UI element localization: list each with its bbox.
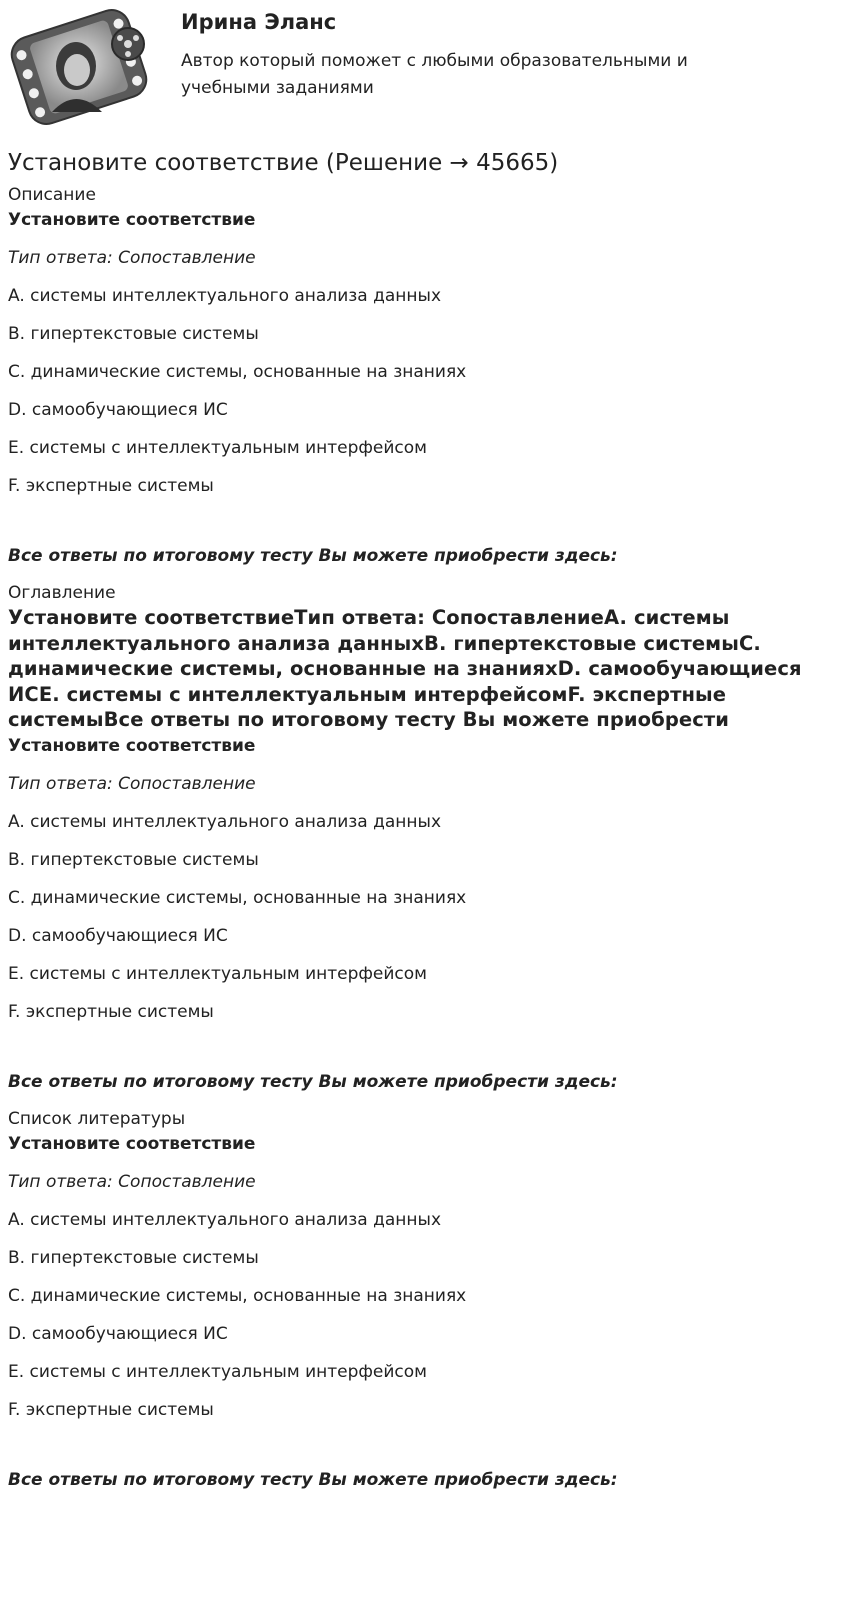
option-e: E. системы с интеллектуальным интерфейсом <box>8 963 427 984</box>
option-b: B. гипертекстовые системы <box>8 849 259 870</box>
literature-section <box>8 1108 838 1492</box>
option-e: E. системы с интеллектуальным интерфейсом <box>8 438 427 458</box>
option-d: D. самообучающиеся ИС <box>8 925 228 946</box>
author-avatar[interactable] <box>8 8 150 126</box>
option-e: E. системы с интеллектуальным интерфейсом <box>8 1361 427 1382</box>
author-card <box>8 8 839 128</box>
option-c: C. динамические системы, основанные на знаниях <box>8 362 467 382</box>
option-b: B. гипертекстовые системы <box>8 1247 259 1268</box>
toc-label: Оглавление <box>8 583 116 603</box>
option-a: A. системы интеллектуального анализа данных <box>8 811 442 832</box>
option-a: A. системы интеллектуального анализа данных <box>8 1209 442 1230</box>
option-d: D. самообучающиеся ИС <box>8 1323 228 1344</box>
author-description: Автор который поможет с любыми образовательными и учебными заданиями <box>181 51 688 98</box>
description-section <box>8 184 838 568</box>
question-title: Установите соответствие <box>8 735 256 756</box>
film-reel-avatar-icon <box>8 8 150 126</box>
toc-section <box>8 582 838 1094</box>
option-b: B. гипертекстовые системы <box>8 324 259 344</box>
page-title: Установите соответствие (Решение → 45665) <box>8 150 559 176</box>
buy-answers-text: Все ответы по итоговому тесту Вы можете приобрести здесь: <box>8 1071 618 1092</box>
question-type: Тип ответа: Сопоставление <box>8 773 256 794</box>
main-content <box>8 148 838 1492</box>
option-f: F. экспертные системы <box>8 1001 214 1022</box>
toc-heading: Установите соответствиеТип ответа: СопоставлениеA. системы интеллектуального анализа данныхB. гипертекстовые системыC. динамические системы, основанные на знанияхD. самообучающиеся ИСE. системы с интеллектуальным интерфейсомF. экспертные системыВсе ответы по итоговому тесту Вы можете приобрести <box>8 606 802 731</box>
question-type: Тип ответа: Сопоставление <box>8 1171 256 1192</box>
question-type: Тип ответа: Сопоставление <box>8 248 256 268</box>
option-c: C. динамические системы, основанные на знаниях <box>8 1285 467 1306</box>
buy-answers-text: Все ответы по итоговому тесту Вы можете приобрести здесь: <box>8 546 618 566</box>
option-a: A. системы интеллектуального анализа данных <box>8 286 442 306</box>
author-name[interactable]: Ирина Эланс <box>181 10 337 34</box>
question-title: Установите соответствие <box>8 1133 256 1154</box>
option-c: C. динамические системы, основанные на знаниях <box>8 887 467 908</box>
question-title: Установите соответствие <box>8 210 256 230</box>
option-f: F. экспертные системы <box>8 476 214 496</box>
literature-label: Список литературы <box>8 1108 186 1129</box>
description-label: Описание <box>8 185 96 205</box>
option-d: D. самообучающиеся ИС <box>8 400 228 420</box>
buy-answers-text: Все ответы по итоговому тесту Вы можете приобрести здесь: <box>8 1469 618 1490</box>
option-f: F. экспертные системы <box>8 1399 214 1420</box>
